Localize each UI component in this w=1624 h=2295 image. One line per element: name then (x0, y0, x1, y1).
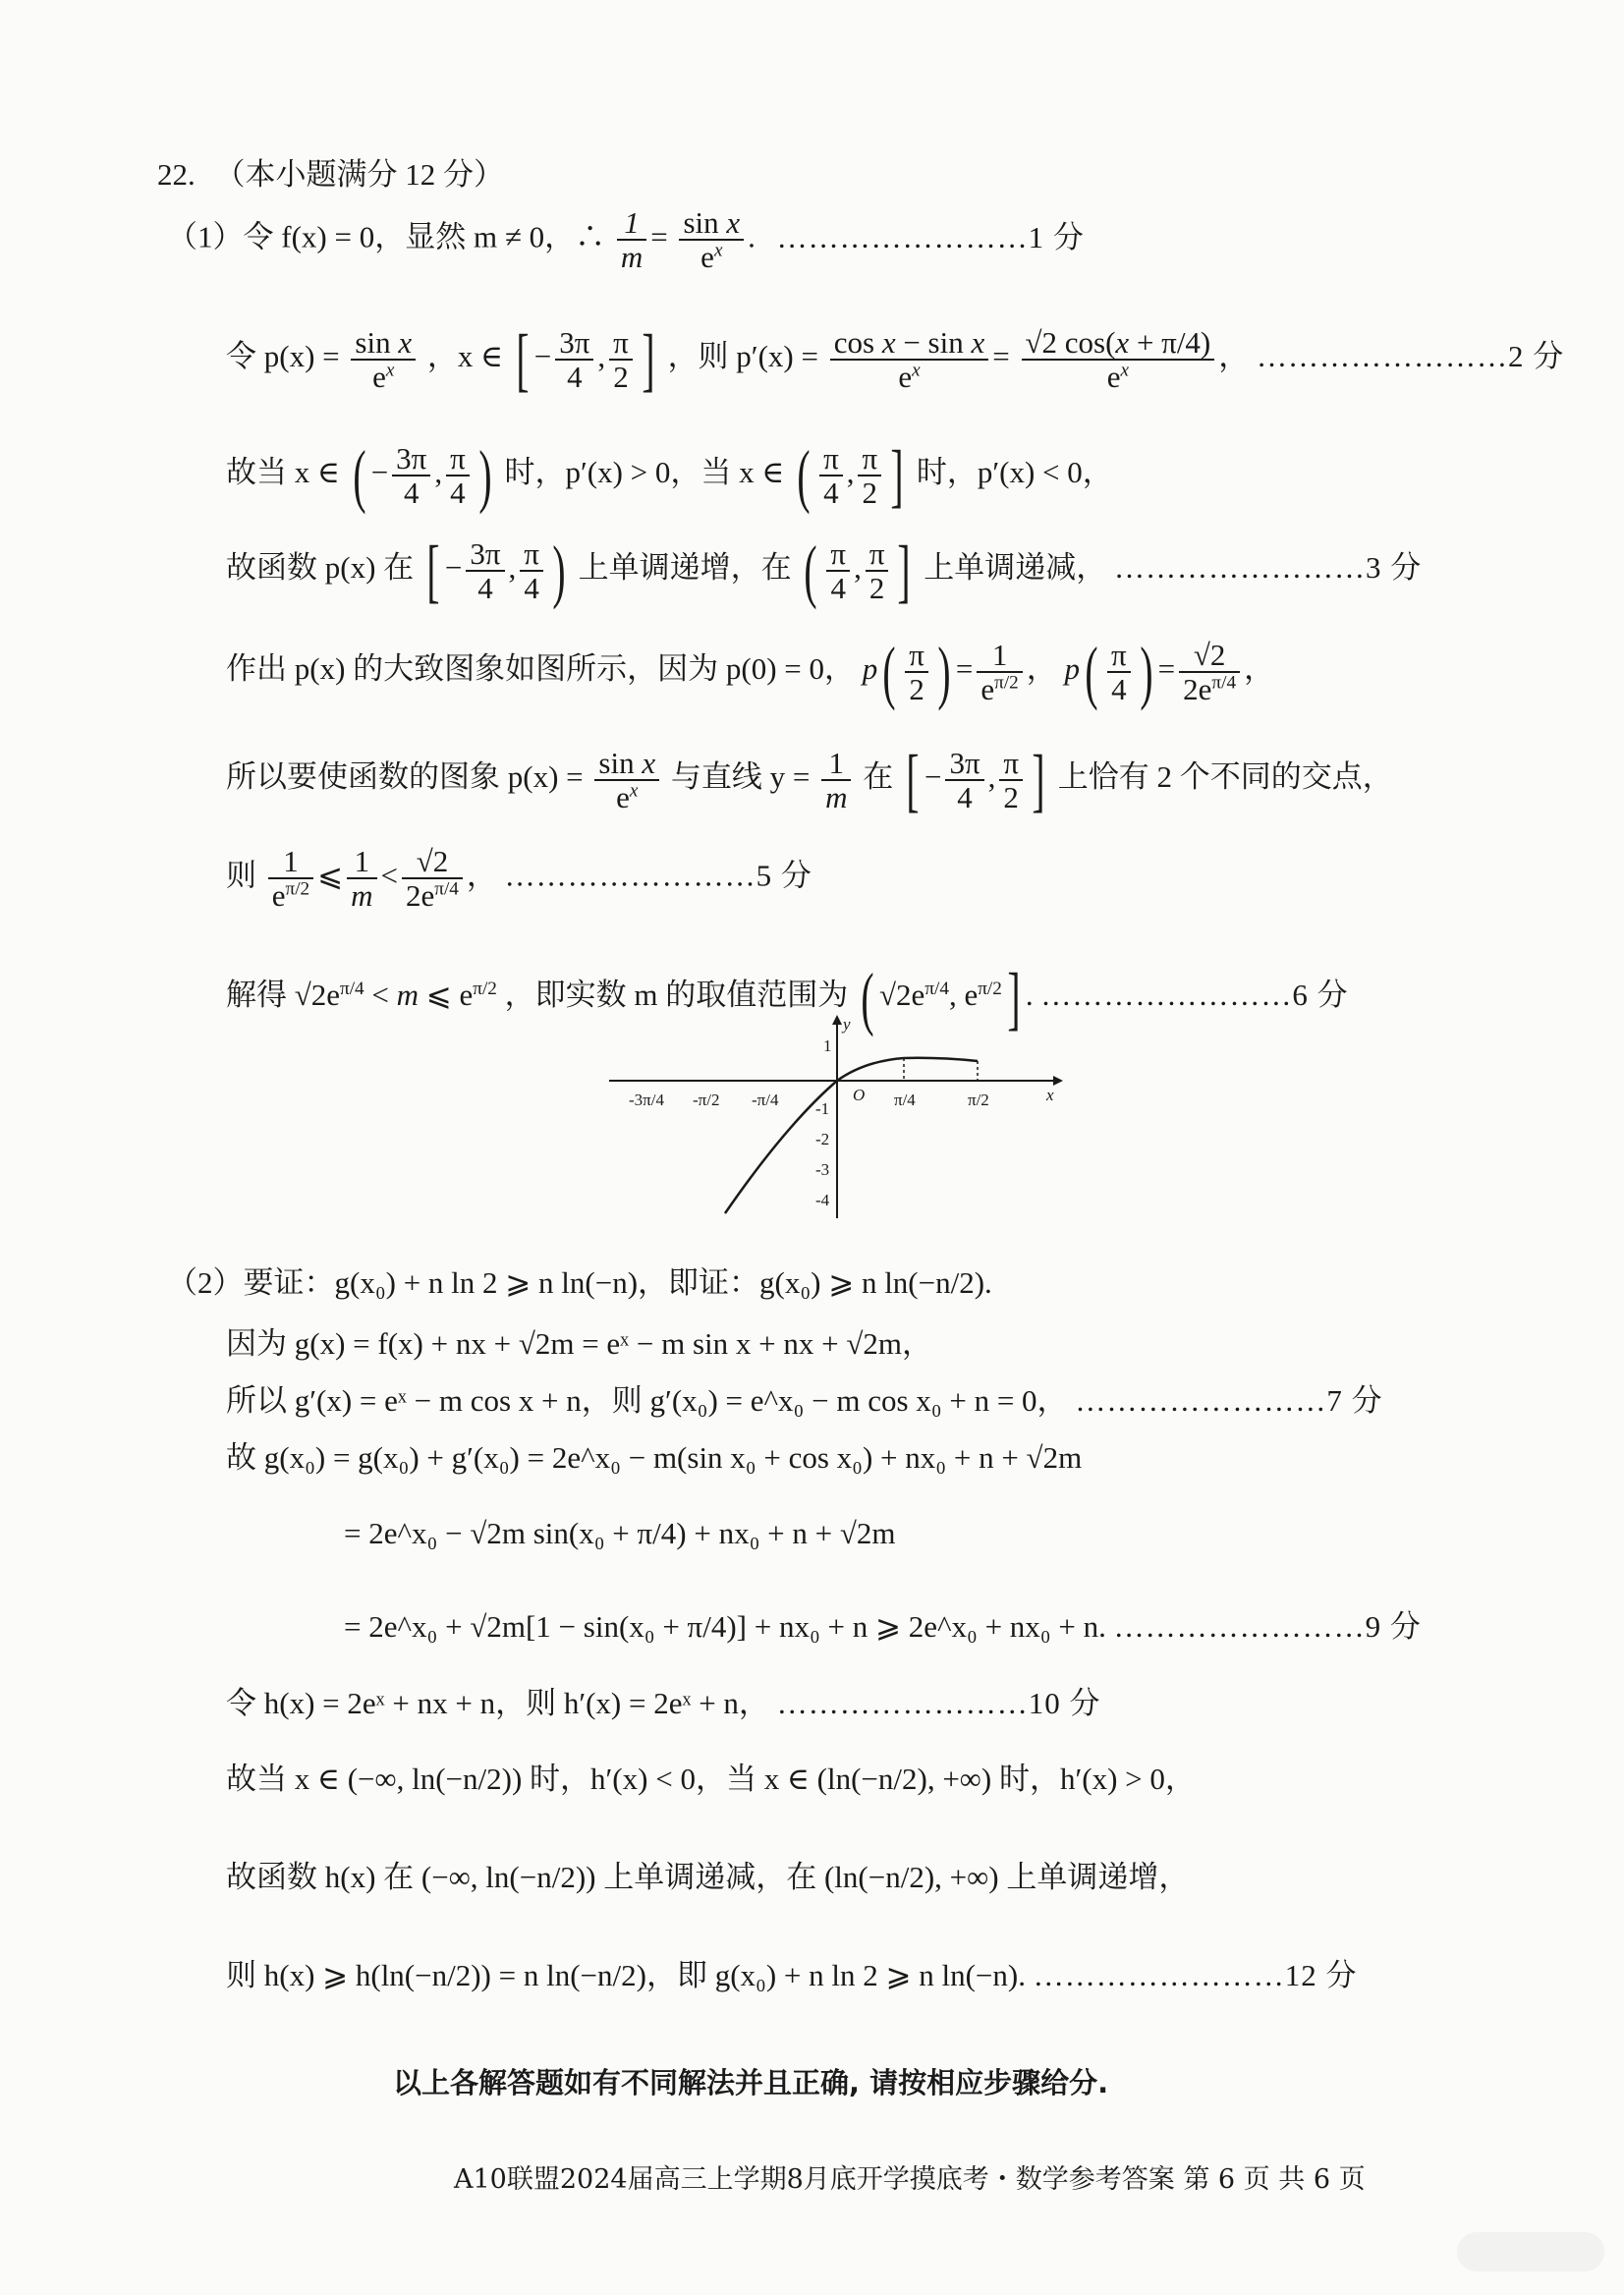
p2-line-2: 因为 g(x) = f(x) + nx + √2m = eˣ − m sin x + nx + √2m， (226, 1326, 933, 1361)
x-tick: -π/2 (693, 1091, 720, 1109)
y-tick: -2 (815, 1130, 830, 1148)
y-tick: -4 (815, 1191, 830, 1209)
p1-line-2: 令 p(x) = $\frac{\text{sin x}}{e^x}$ ，x ∈ [ − $\frac{3\pi}{4}$ , $\frac{\pi}{2}$ ] ，则 p′(x) = $\frac{\text{cos x − sin x}}{e^x}$ = $\frac{√2 \cos(x + \pi/4)}{e^x}$ ， ……………………2 分 (226, 320, 1565, 399)
p2-line-8: 故当 x ∈ (−∞, ln(−n/2)) 时，h′(x) < 0，当 x ∈ (ln(−n/2), +∞) 时，h′(x) > 0， (226, 1762, 1196, 1796)
score: ……………………2 分 (1257, 339, 1565, 374)
x-tick: π/2 (968, 1091, 989, 1109)
page-footer: A10联盟2024届高三上学期8月底开学摸底考・数学参考答案 第 6 页 共 6 页 (454, 2164, 1366, 2195)
p1-line-8: 解得 $√2e^{\pi/4} < m$ ⩽ $e^{\pi/2}$ ，即实数 m 的取值范围为 ( $√2e^{\pi/4}$, $e^{\pi/2}$] . ……………………6 分 (226, 959, 1349, 1037)
p2-line-7: 令 h(x) = 2eˣ + nx + n，则 h′(x) = 2eˣ + n， ……………………10 分 (226, 1686, 1101, 1720)
origin-label: O (853, 1086, 866, 1104)
p1-line-6: 所以要使函数的图象 p(x) = $\frac{\text{sin x}}{e^x}$ 与直线 y = $\frac{1}{m}$ 在 [ − $\frac{3\pi}{4}$ , $\frac{\pi}{2}$ ] 上恰有 2 个不同的交点， (226, 741, 1393, 819)
y-axis-label: y (843, 1015, 851, 1034)
problem-header (157, 159, 504, 190)
p1-line-4: 故函数 p(x) 在 [ − $\frac{3\pi}{4}$ , $\frac{\pi}{4}$ ) 上单调递增，在 ( $\frac{\pi}{4}$ , $\frac{\pi}{2}$ ] 上单调递减， ……………………3 分 (226, 532, 1423, 610)
score: ……………………6 分 (1040, 978, 1349, 1013)
fraction: $\frac{1}{m}$ (617, 206, 646, 274)
p1-line-1: （1）令 f(x) = 0，显然 m ≠ 0，∴ $\frac{1}{m}$ = $\frac{\text{sin x}}{e^x}$ . ……………………1 分 (167, 205, 1085, 275)
p2-line-4: 故 g(x₀) = g(x₀) + g′(x₀) = 2e^x₀ − m(sin x₀ + cos x₀) + nx₀ + n + √2m (226, 1440, 1083, 1475)
p2-line-1: （2）要证：g(x₀) + n ln 2 ⩾ n ln(−n)，即证：g(x₀) ⩾ n ln(−n/2). (167, 1265, 992, 1300)
p1-line-3: 故当 x ∈ ( − $\frac{3\pi}{4}$ , $\frac{\pi}{4}$ ) 时，p′(x) > 0，当 x ∈ ( $\frac{\pi}{4}$ , $\frac{\pi}{2}$ ] 时，p′(x) < 0， (226, 436, 1113, 515)
p2-line-6: = 2e^x₀ + √2m[1 − sin(x₀ + π/4)] + nx₀ + n ⩾ 2e^x₀ + nx₀ + n. ……………………9 分 (344, 1609, 1422, 1644)
score: ……………………1 分 (776, 219, 1085, 254)
x-tick: π/4 (894, 1091, 916, 1109)
fraction: $\frac{\text{sin x}}{e^x}$ (679, 206, 744, 274)
x-tick: -π/4 (752, 1091, 779, 1109)
p1-line-5: 作出 p(x) 的大致图象如图所示，因为 p(0) = 0， p( $\frac{\pi}{2}$ ) = $\frac{1}{e^{\pi/2}}$ ， p( $\frac{\pi}{4}$ ) = $\frac{√2}{2e^{\pi/4}}$ ， (226, 633, 1275, 711)
score: ……………………10 分 (776, 1686, 1101, 1720)
p2-line-10: 则 h(x) ⩾ h(ln(−n/2)) = n ln(−n/2)，即 g(x₀) + n ln 2 ⩾ n ln(−n). ……………………12 分 (226, 1958, 1358, 1992)
p1-line-7: 则 $\frac{1}{e^{\pi/2}}$ ⩽ $\frac{1}{m}$ < $\frac{√2}{2e^{\pi/4}}$ ， ……………………5 分 (226, 844, 812, 914)
x-axis-label: x (1046, 1086, 1054, 1104)
problem-points: （本小题满分 12 分） (214, 157, 504, 192)
function-graph (589, 1012, 1071, 1228)
grading-note: 以上各解答题如有不同解法并且正确, 请按相应步骤给分. (393, 2066, 1109, 2099)
score: ……………………12 分 (1033, 1958, 1358, 1992)
score: ……………………7 分 (1075, 1383, 1383, 1418)
p2-line-9: 故函数 h(x) 在 (−∞, ln(−n/2)) 上单调递减，在 (ln(−n/2), +∞) 上单调递增， (226, 1860, 1190, 1894)
problem-number: 22. (157, 157, 196, 192)
score: ……………………9 分 (1113, 1609, 1422, 1644)
score: ……………………3 分 (1113, 550, 1423, 586)
p2-line-3: 所以 g′(x) = eˣ − m cos x + n，则 g′(x₀) = e^x₀ − m cos x₀ + n = 0， ……………………7 分 (226, 1383, 1383, 1418)
watermark (1457, 2232, 1604, 2271)
y-tick: 1 (823, 1036, 832, 1055)
y-tick: -1 (815, 1099, 830, 1118)
p2-line-5: = 2e^x₀ − √2m sin(x₀ + π/4) + nx₀ + n + √2m (344, 1516, 896, 1550)
x-tick: -3π/4 (629, 1091, 664, 1109)
score: ……………………5 分 (504, 858, 812, 893)
y-tick: -3 (815, 1160, 830, 1179)
